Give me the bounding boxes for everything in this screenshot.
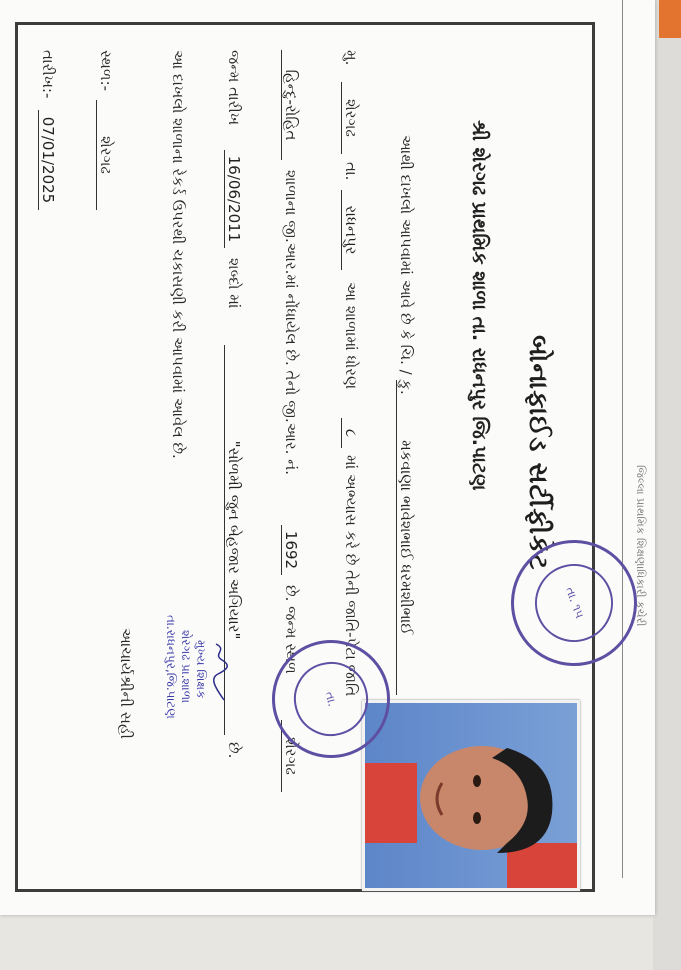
- ta-label: તા.: [342, 162, 360, 181]
- school-stamp-top: તા. ૧૫: [493, 522, 654, 683]
- school-stamp-photo: તા.: [259, 627, 404, 772]
- caste: હિન્દુ-રોહિત: [281, 50, 300, 160]
- signature-location: તા.રાધનપુર,જિ.પાટણ: [164, 615, 178, 719]
- student-name: મકવાણા ભાવેશભાઈ ધરમશીભાઈ: [396, 380, 415, 695]
- verification-statement: આ દાખલો શાળાના રેકર્ડ ઉપરથી ચકાસણી કરી આપવામાં આવેલ છે.: [169, 50, 187, 459]
- line2-mid: આ શાળામાં ધોરણ: [342, 282, 360, 390]
- standard: ૮: [341, 418, 360, 448]
- signature-school: શેરગઢ પ્રા.શાળા: [179, 630, 193, 704]
- certificate-title: બોનાફાઈડ સર્ટીફીકેટ: [523, 335, 553, 571]
- student-photo: [362, 700, 580, 891]
- dob: 16/06/2011: [224, 150, 243, 248]
- signature-caption: આચાર્યશ્રીની સહી: [117, 628, 135, 739]
- line3-end: છે. જન્મ સ્થળ: [282, 585, 300, 674]
- line1-prefix: આથી દાખલો આપવામાં આવે છે કે ચિ. / કુ.: [397, 135, 415, 395]
- signature-designation: મુખ્ય શિક્ષક: [194, 640, 208, 699]
- taluka: રાધનપુર: [341, 190, 360, 270]
- line3-mid: શાળાના જી.આર.માં નોંધાયેલ છે. તેનો જી.આર. નં.: [282, 170, 300, 476]
- birth-place: શેરગઢ: [281, 720, 300, 792]
- mu-label: મુ.: [342, 50, 360, 66]
- signature-scribble: [210, 642, 230, 702]
- che-label: છે.: [225, 742, 243, 759]
- place-label: સ્થળ:-: [97, 50, 115, 92]
- date-value: 07/01/2025: [38, 110, 57, 210]
- background-surface: [653, 0, 681, 970]
- date-label: તારીખ:-: [39, 50, 57, 99]
- dob-label: જન્મ તારીખ: [225, 50, 243, 126]
- words-label: શબ્દો માં: [225, 258, 243, 309]
- orange-folder-tab: [659, 0, 681, 38]
- place-value: શેરગઢ: [96, 100, 115, 210]
- village: શેરગઢ: [341, 82, 360, 154]
- line2-end: માં અભ્યાસ કરે છે તેની જાતિ-પેટા જાતિ: [342, 455, 360, 697]
- gr-number: 1692: [281, 525, 300, 575]
- dob-in-words: "સોળમી જુન બેહજાર અગિયાર": [224, 345, 243, 735]
- top-rule: [622, 0, 623, 878]
- faint-header-text: જિલ્લા પ્રાથમિક શિક્ષણાધિકારી કચેરી: [634, 465, 647, 627]
- school-name: શ્રી શેરગઢ પ્રાથમિક શાળા તા. રાધનપુર જિ.પાટણ: [468, 120, 490, 491]
